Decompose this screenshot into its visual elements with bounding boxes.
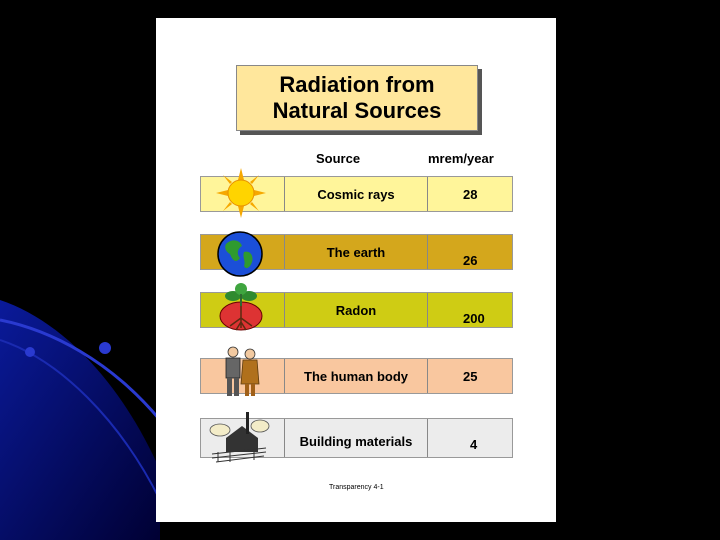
people-icon [222, 346, 262, 398]
row-source: The human body [285, 359, 428, 393]
row-value: 28 [463, 186, 478, 202]
building-icon [208, 408, 270, 464]
row-source: The earth [285, 235, 428, 269]
footer-caption: Transparency 4-1 [329, 484, 384, 491]
plant-icon [218, 282, 264, 332]
row-value: 25 [463, 368, 478, 384]
title-box [236, 65, 478, 131]
title-line-2: Natural Sources [272, 98, 442, 123]
row-source: Radon [285, 293, 428, 327]
row-source: Cosmic rays [285, 177, 428, 211]
title-line-1: Radiation from [279, 72, 435, 97]
column-header-unit: mrem/year [428, 151, 494, 166]
row-value: 4 [470, 436, 478, 452]
transparency-page [156, 18, 556, 522]
row-source: Building materials [285, 419, 428, 457]
globe-icon [216, 230, 264, 278]
column-header-source: Source [316, 151, 361, 166]
row-value: 26 [463, 252, 478, 268]
sun-icon [216, 168, 266, 218]
row-value: 200 [463, 310, 485, 326]
